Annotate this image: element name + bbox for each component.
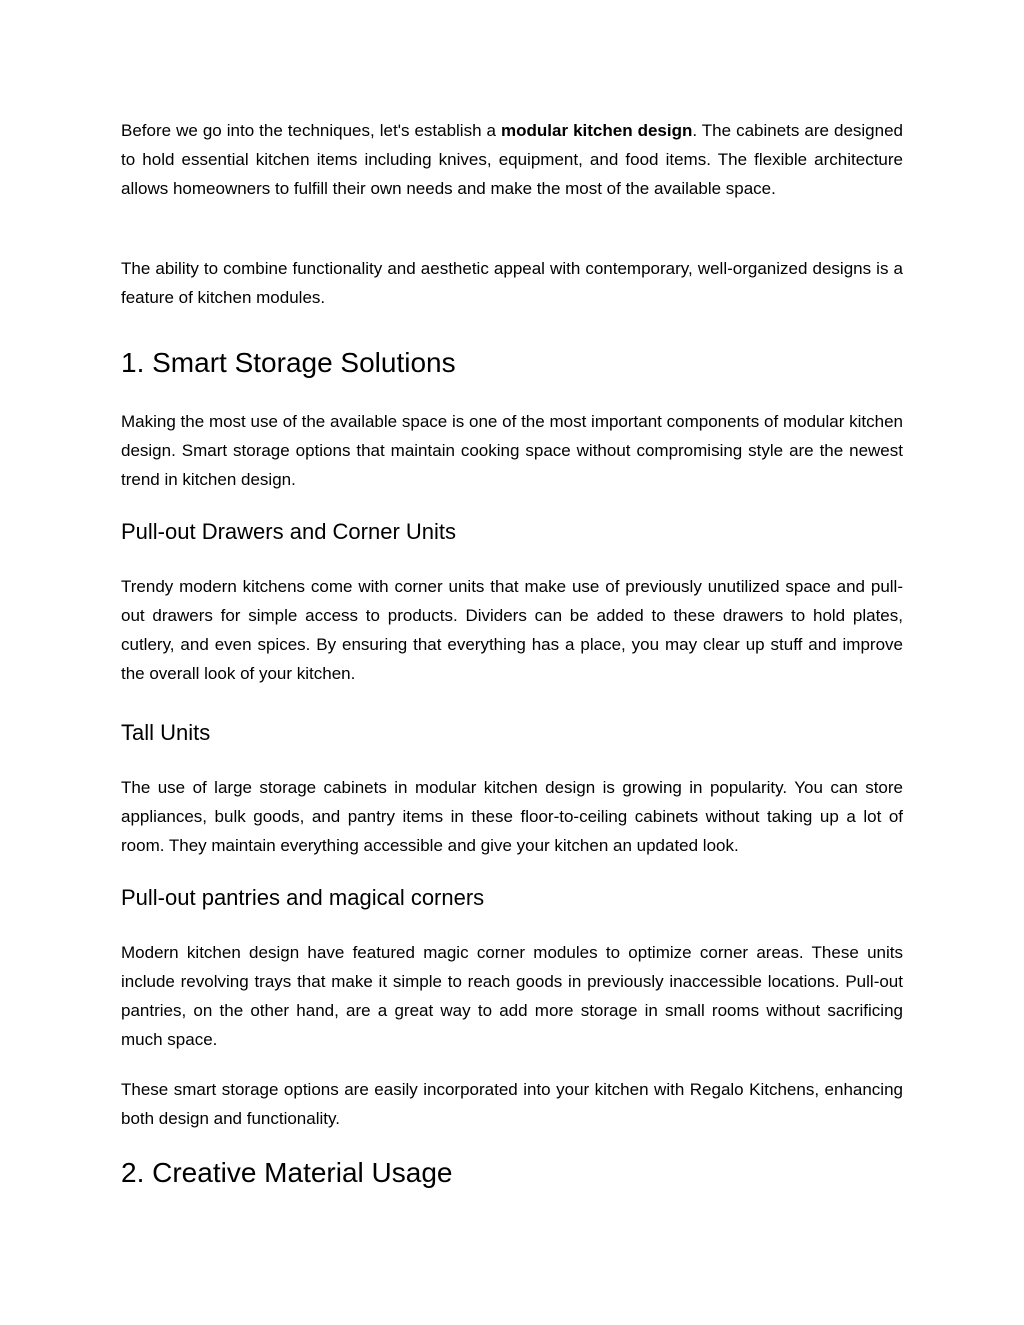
intro-text-before: Before we go into the techniques, let's establish a bbox=[121, 121, 501, 140]
intro-text-after: . The cabinets are designed to hold essential kitchen items including knives, equipment, and food items. The flexible architecture allows homeowners to fulfill their own needs and make the most of the available space. bbox=[121, 121, 903, 198]
section-1-closing-paragraph: These smart storage options are easily incorporated into your kitchen with Regalo Kitchens, enhancing both design and functionality. bbox=[121, 1080, 903, 1128]
subsection-pantries-paragraph: Modern kitchen design have featured magic corner modules to optimize corner areas. These units include revolving trays that make it simple to reach goods in previously inaccessible locations. Pull-out pantries, on the other hand, are a great way to add more storage in small rooms without sacrificing much space. bbox=[121, 943, 903, 1049]
section-1-paragraph: Making the most use of the available space is one of the most important components of modular kitchen design. Smart storage options that maintain cooking space without compromising style are the newest trend in kitchen design. bbox=[121, 412, 903, 489]
intro-paragraph-2: The ability to combine functionality and aesthetic appeal with contemporary, well-organized designs is a feature of kitchen modules. bbox=[121, 259, 903, 307]
section-1-heading: 1. Smart Storage Solutions bbox=[121, 347, 456, 378]
intro-bold-term: modular kitchen design bbox=[501, 121, 693, 140]
section-2-heading: 2. Creative Material Usage bbox=[121, 1157, 453, 1188]
subsection-pantries-heading: Pull-out pantries and magical corners bbox=[121, 885, 485, 910]
intro-paragraph-1 bbox=[121, 116, 903, 203]
subsection-drawers-paragraph: Trendy modern kitchens come with corner units that make use of previously unutilized space and pull-out drawers for simple access to products. Dividers can be added to these drawers to hold plates, cutlery, and even spices. By ensuring that everything has a place, you may clear up stuff and improve the overall look of your kitchen. bbox=[121, 577, 903, 683]
subsection-tall-units-paragraph: The use of large storage cabinets in modular kitchen design is growing in popularity. You can store appliances, bulk goods, and pantry items in these floor-to-ceiling cabinets without taking up a lot of room. They maintain everything accessible and give your kitchen an updated look. bbox=[121, 778, 903, 855]
subsection-tall-units-heading: Tall Units bbox=[121, 720, 211, 745]
subsection-drawers-heading: Pull-out Drawers and Corner Units bbox=[121, 519, 457, 544]
